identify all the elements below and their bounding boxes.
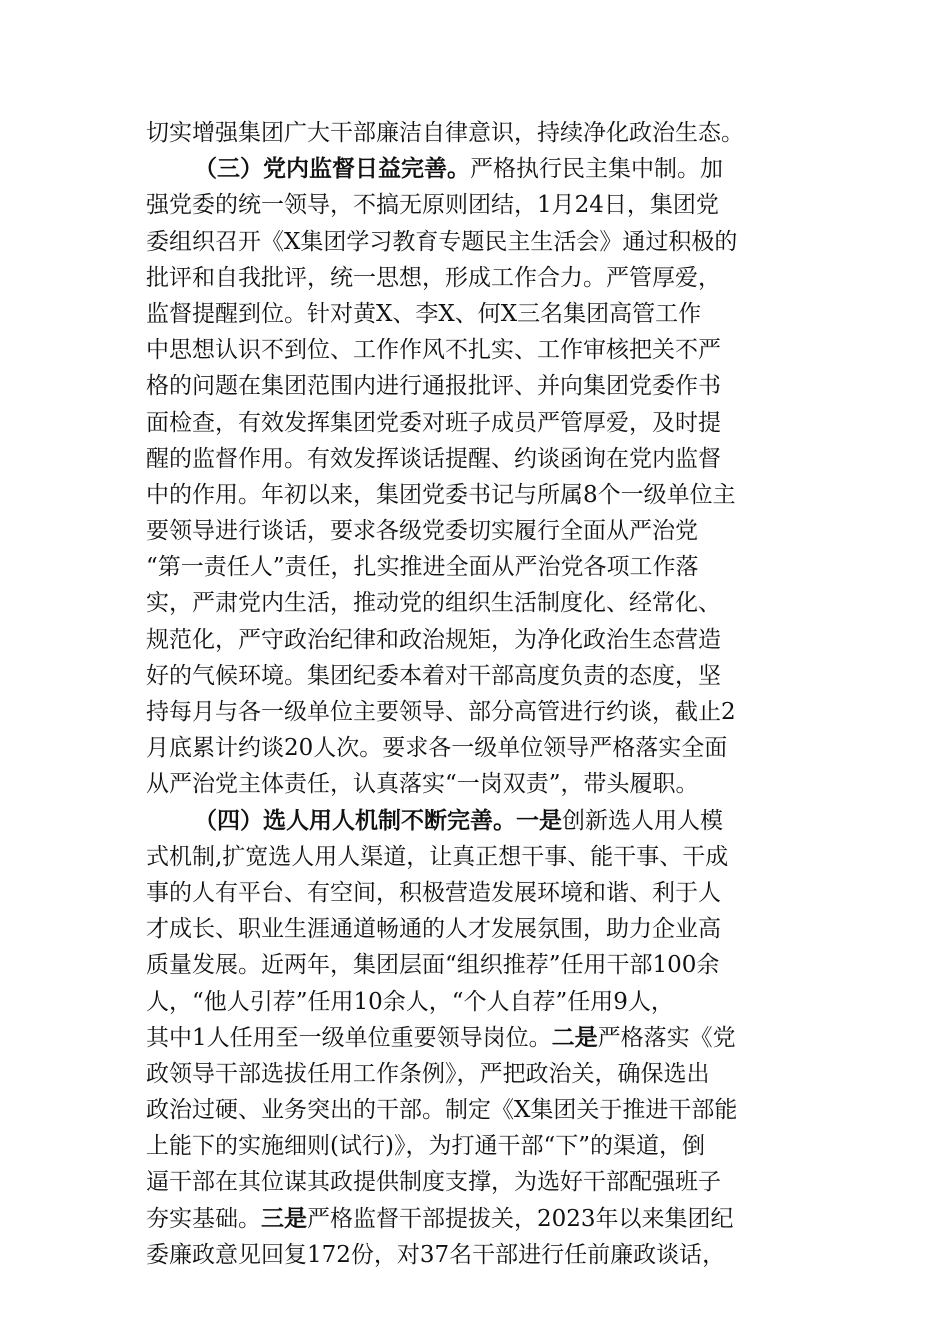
text-line: 面检查，有效发挥集团党委对班子成员严管厚爱，及时提 — [146, 409, 721, 436]
text-span: 严格监督干部提拔关，2023年以来集团纪 — [307, 1205, 734, 1232]
enum-marker: 三是 — [261, 1204, 307, 1232]
text-line: 中思想认识不到位、工作作风不扎实、工作审核把关不严 — [146, 337, 721, 364]
text-line: 委廉政意见回复172份，对37名干部进行任前廉政谈话， — [146, 1241, 726, 1268]
text-span: 创新选人用人模 — [562, 807, 723, 834]
text-line: 规范化，严守政治纪律和政治规矩，为净化政治生态营造 — [146, 626, 721, 653]
text-line: 人，“他人引荐”任用10余人，“个人自荐”任用9人， — [146, 988, 674, 1015]
text-span: 其中1人任用至一级单位重要领导岗位。 — [146, 1024, 552, 1051]
enum-marker: 一是 — [516, 806, 562, 834]
text-line: 持每月与各一级单位主要领导、部分高管进行约谈，截止2 — [146, 699, 736, 725]
text-line: 事的人有平台、有空间，积极营造发展环境和谐、利于人 — [146, 879, 721, 906]
text-line: 要领导进行谈话，要求各级党委切实履行全面从严治党 — [146, 518, 698, 545]
text-line: 中的作用。年初以来，集团党委书记与所属8个一级单位主 — [146, 481, 736, 508]
text-line-mixed — [146, 1020, 806, 1056]
text-line: 月底累计约谈20人次。要求各一级单位领导严格落实全面 — [146, 735, 728, 762]
text-line: 切实增强集团广大干部廉洁自律意识，持续净化政治生态。 — [146, 120, 744, 146]
text-line: 强党委的统一领导，不搞无原则团结，1月24日，集团党 — [146, 192, 719, 219]
text-line: 上能下的实施细则(试行)》，为打通干部“下”的渠道，倒 — [146, 1133, 705, 1160]
text-span: 严格执行民主集中制。加 — [470, 156, 723, 183]
enum-marker: 二是 — [551, 1023, 598, 1051]
text-line: 质量发展。近两年，集团层面“组织推荐”任用干部100余 — [146, 952, 720, 979]
text-line: 式机制,扩宽选人用人渠道，让真正想干事、能干事、干成 — [146, 843, 729, 870]
section-heading-line — [146, 803, 806, 839]
text-line-mixed — [146, 1201, 806, 1237]
text-line: 逼干部在其位谋其政提供制度支撑，为选好干部配强班子 — [146, 1169, 721, 1196]
text-line: 批评和自我批评，统一思想，形成工作合力。严管厚爱， — [146, 264, 721, 291]
section-heading-3: （三）党内监督日益完善。 — [194, 155, 470, 183]
text-line: 政领导干部选拔任用工作条例》，严把政治关，确保选出 — [146, 1060, 710, 1087]
text-line: 格的问题在集团范围内进行通报批评、并向集团党委作书 — [146, 373, 721, 400]
text-line: 好的气候环境。集团纪委本着对干部高度负责的态度，坚 — [146, 662, 721, 689]
document-body — [146, 115, 806, 1273]
text-line: 委组织召开《X集团学习教育专题民主生活会》通过积极的 — [146, 228, 738, 255]
text-line: 实，严肃党内生活，推动党的组织生活制度化、经常化、 — [146, 590, 721, 617]
text-line: 从严治党主体责任，认真落实“一岗双责”，带头履职。 — [146, 771, 699, 798]
text-line: 醒的监督作用。有效发挥谈话提醒、约谈函询在党内监督 — [146, 445, 721, 472]
text-line: “第一责任人”责任，扎实推进全面从严治党各项工作落 — [146, 554, 699, 581]
text-line: 才成长、职业生涯通道畅通的人才发展氛围，助力企业高 — [146, 916, 721, 943]
section-heading-4: （四）选人用人机制不断完善。 — [194, 806, 516, 834]
text-line: 政治过硬、业务突出的干部。制定《X集团关于推进干部能 — [146, 1097, 738, 1124]
text-line: 监督提醒到位。针对黄X、李X、何X三名集团高管工作 — [146, 300, 702, 327]
text-span: 严格落实《党 — [597, 1024, 736, 1051]
section-heading-line — [146, 151, 806, 187]
text-span: 夯实基础。 — [146, 1205, 261, 1232]
